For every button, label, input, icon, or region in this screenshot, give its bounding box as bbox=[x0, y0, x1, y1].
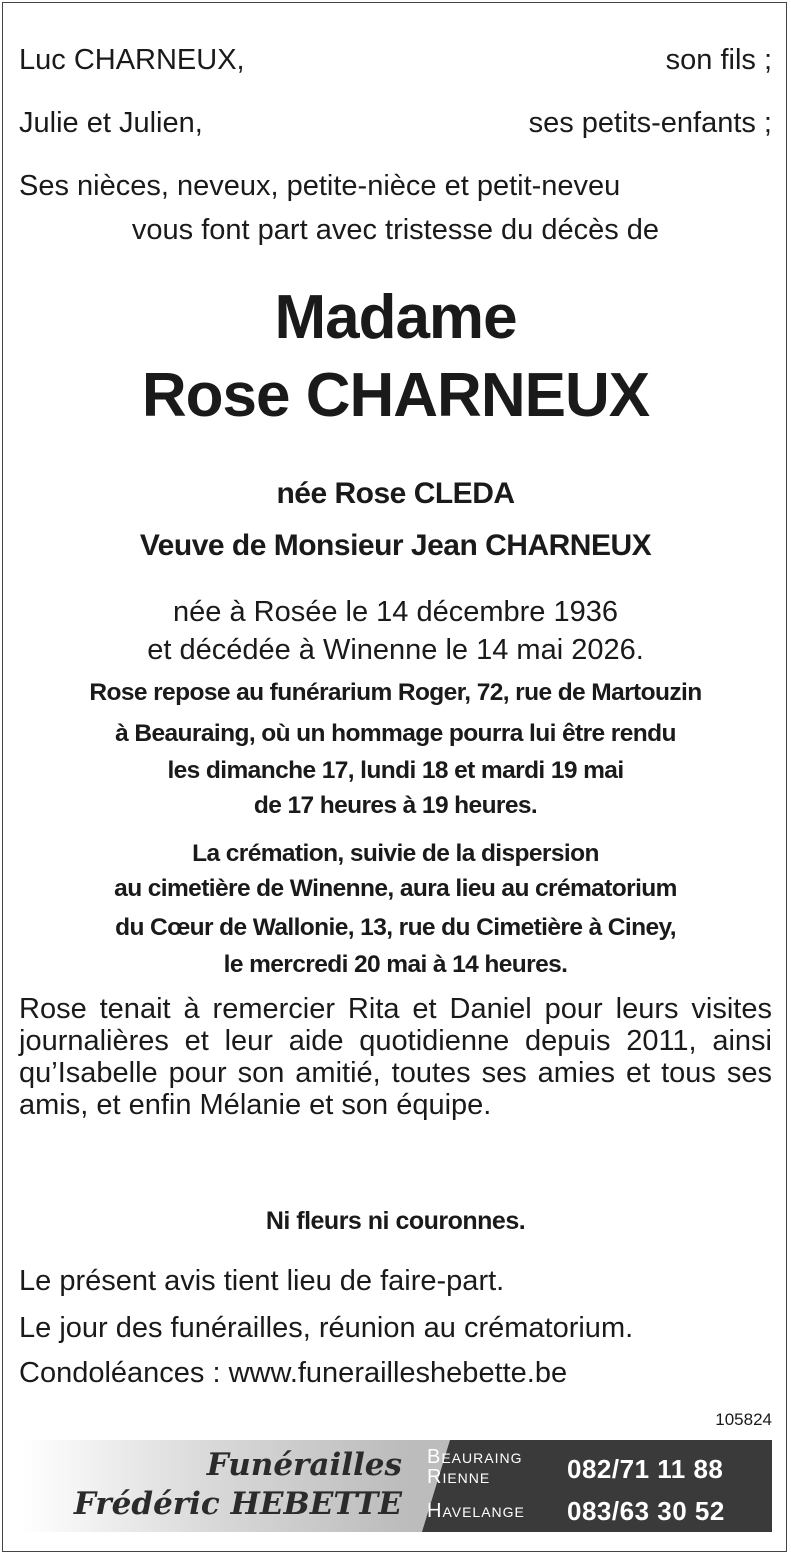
visitation-line-1: Rose repose au funérarium Roger, 72, rue de Martouzin bbox=[89, 679, 702, 706]
funeral-home-name-line-2: Frédéric HEBETTE bbox=[73, 1486, 402, 1522]
condolences-line: Condoléances : www.funerailleshebette.be bbox=[19, 1357, 568, 1389]
location-beauraing: Beauraing bbox=[427, 1446, 523, 1468]
funeral-home-banner bbox=[22, 1440, 772, 1532]
cremation-line-1: La crémation, suivie de la dispersion bbox=[192, 840, 599, 867]
reference-number: 105824 bbox=[715, 1410, 772, 1429]
cremation-line-4: le mercredi 20 mai à 14 heures. bbox=[223, 951, 568, 978]
other-relatives: Ses nièces, neveux, petite-nièce et petit-neveu bbox=[19, 170, 621, 202]
visitation-line-3: les dimanche 17, lundi 18 et mardi 19 mai bbox=[167, 757, 624, 784]
no-flowers: Ni fleurs ni couronnes. bbox=[265, 1207, 526, 1235]
deceased-title: Madame bbox=[274, 283, 517, 352]
cremation-line-2: au cimetière de Winenne, aura lieu au crématorium bbox=[114, 875, 677, 902]
maiden-name: née Rose CLEDA bbox=[276, 477, 515, 510]
birth-line: née à Rosée le 14 décembre 1936 bbox=[173, 596, 618, 628]
funeral-home-name bbox=[74, 1446, 402, 1524]
widow-line: Veuve de Monsieur Jean CHARNEUX bbox=[139, 529, 652, 562]
phone-havelange: 083/63 30 52 bbox=[567, 1496, 725, 1526]
son-row bbox=[19, 42, 772, 78]
visitation-line-2: à Beauraing, où un hommage pourra lui être rendu bbox=[115, 720, 676, 747]
thanks-paragraph: Rose tenait à remercier Rita et Daniel pour leurs visites journalières et leur aide quotidienne depuis 2011, ainsi qu’Isabelle pour son amitié, toutes ses amies et tous ses amis, et enfin Mélanie et son équipe. bbox=[19, 993, 772, 1121]
son-relation: son fils ; bbox=[665, 44, 772, 76]
grandchildren-relation: ses petits-enfants ; bbox=[528, 107, 772, 139]
grandchildren-row bbox=[19, 105, 772, 141]
location-rienne: Rienne bbox=[427, 1466, 491, 1488]
phone-beauraing: 082/71 11 88 bbox=[567, 1454, 724, 1484]
grandchildren-names: Julie et Julien, bbox=[19, 107, 203, 139]
note-line-1: Le présent avis tient lieu de faire-part. bbox=[19, 1265, 505, 1297]
deceased-name: Rose CHARNEUX bbox=[141, 361, 650, 430]
location-havelange: Havelange bbox=[427, 1500, 525, 1522]
note-line-2: Le jour des funérailles, réunion au crématorium. bbox=[19, 1312, 634, 1344]
death-line: et décédée à Winenne le 14 mai 2026. bbox=[147, 634, 644, 666]
visitation-line-4: de 17 heures à 19 heures. bbox=[253, 792, 538, 819]
cremation-line-3: du Cœur de Wallonie, 13, rue du Cimetière à Ciney, bbox=[115, 914, 676, 941]
funeral-home-name-line-1: Funérailles bbox=[206, 1447, 402, 1483]
son-name: Luc CHARNEUX, bbox=[19, 44, 245, 76]
announce-line: vous font part avec tristesse du décès de bbox=[131, 214, 660, 246]
